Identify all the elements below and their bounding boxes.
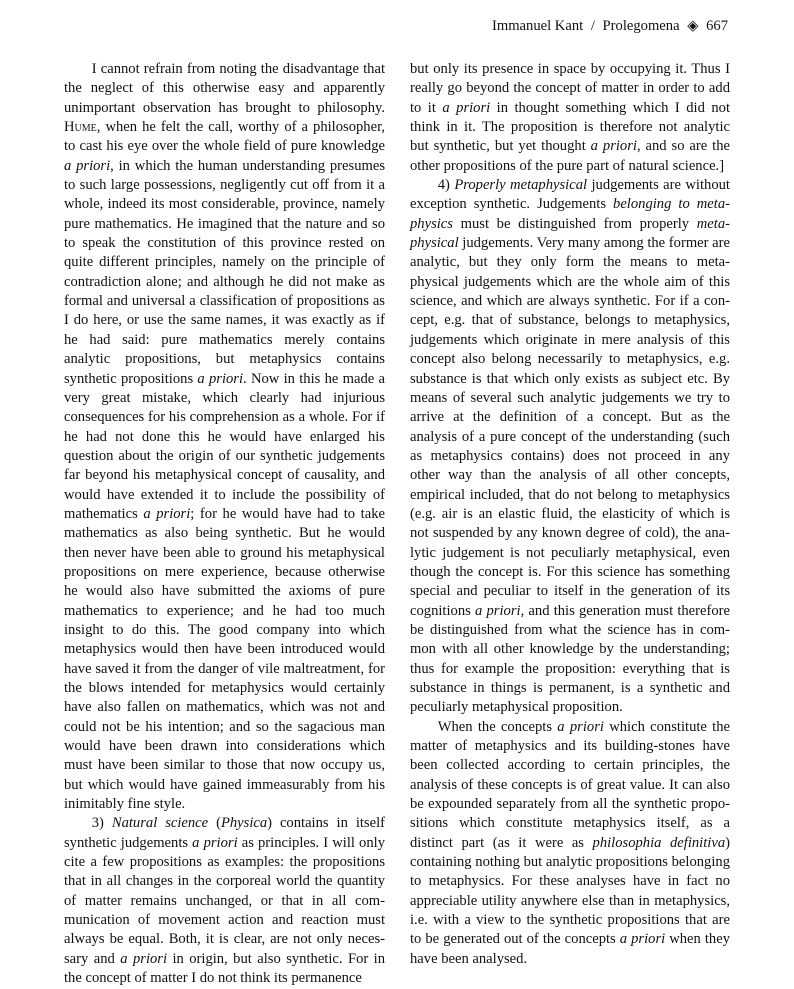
- text-run: ; for he would have had to take mathematics as also being synthetic. But he would then never have been able to ground his metaphysical propositions on mere experience, because otherwise he would also have submitted the axioms of pure mathematics to experience; and he had too much insight to do this. The good company into which metaphysics would then have been introduced would have saved it from the danger of vile maltreatment, for the blows intended for metaphysics would certainly have also fallen on mathematics, which was not and could not be his intention; and so the sagacious man would have been drawn into considerations which must have been similar to those that now occupy us, but which would have gained immeasurably from his inimitably fine style.: [64, 505, 385, 813]
- text-column-right: [410, 60, 730, 969]
- italic-text: a priori: [475, 602, 521, 619]
- paragraph: [64, 814, 385, 988]
- text-run: , and this generation must therefore be distinguished from what the science has in common with all other knowledge by the understanding; thus for example the proposition: everything that is substance in things is permanent, is a synthetic and peculiarly metaphysical proposition.: [410, 602, 730, 716]
- italic-text: a priori: [619, 931, 666, 948]
- running-header: [492, 17, 728, 35]
- text-run: I cannot refrain from noting the disadvantage that the neglect of this otherwise easy and apparently unimportant observation has brought to philosophy.: [64, 61, 385, 116]
- italic-text: Properly metaphysical: [454, 177, 588, 194]
- text-run: ) contains in itself synthetic judgements: [64, 815, 385, 851]
- paragraph: [410, 60, 730, 176]
- text-run: judgements. Very many among the former are analytic, but they only form the means to metaphysical judgements which are the whole aim of this science, and which are always synthetic. For if a concept, e.g. that of substance, belongs to metaphysics, judgements which originate in mere analysis of this concept also belong necessarily to metaphysics, e.g. substance is that which only exists as subject etc. By means of several such analytic judgements we try to arrive at the definition of a concept. But as the analysis of a pure concept of the understanding (such as metaphysics contains) does not proceed in any other way than the analysis of all other concepts, empirical included, that do not belong to metaphysics (e.g. air is an elastic fluid, the elasticity of which is not suspended by any known degree of cold), the analytic judgement is not peculiarly metaphysical, even though the concept is. For this science has something special and peculiar to itself in the generation of its cognitions: [410, 235, 730, 619]
- text-run: which constitute the matter of metaphysics and its building-stones have been collected according to certain principles, the analysis of these concepts is of great value. It can also be expounded separately from all the synthetic propositions which constitute metaphysics itself, as a distinct part (as it were as: [410, 718, 730, 851]
- italic-text: a priori: [64, 157, 111, 174]
- italic-text: belonging to metaphysics: [410, 196, 730, 232]
- text-run: 4): [437, 177, 455, 194]
- text-run: 3): [91, 815, 112, 832]
- page-number: 667: [706, 18, 728, 34]
- text-run: but only its presence in space by occupying it. Thus I really go beyond the concept of matter in order to add to it: [410, 61, 730, 116]
- italic-text: a priori: [143, 505, 191, 522]
- italic-text: a priori: [557, 718, 604, 735]
- paragraph: [64, 60, 385, 814]
- italic-text: a priori: [442, 99, 491, 116]
- header-separator: /: [590, 18, 595, 34]
- italic-text: metaphysical: [410, 215, 730, 252]
- italic-text: a priori: [192, 834, 238, 851]
- paragraph: [410, 176, 730, 718]
- text-run: ) containing nothing but analytic propositions belonging to metaphysics. For these analyses have in fact no appreciable utility anywhere else than in metaphysics, i.e. with a view to the synthetic propositions that are to be generated out of the concepts: [410, 834, 730, 948]
- header-work-title: Prolegomena: [602, 18, 680, 34]
- italic-text: a priori: [197, 370, 244, 387]
- text-run: in origin, but also synthetic. For in the concept of matter I do not think its permanence: [64, 950, 385, 987]
- small-caps-text: Hume: [64, 119, 97, 136]
- paragraph: [410, 718, 730, 969]
- italic-text: Physica: [220, 815, 268, 832]
- text-run: , and so are the other propositions of the pure part of natural science.]: [410, 138, 730, 174]
- text-run: as principles. I will only cite a few propositions as examples: the propositions that in all changes in the corporeal world the quantity of matter remains unchanged, or that in all communication of movement action and reaction must always be equal. Both, it is clear, are not only necessary and: [64, 834, 385, 967]
- header-author: Immanuel Kant: [491, 18, 584, 34]
- text-run: , in which the human understanding presumes to such large possessions, negligently cut off from it a whole, indeed its most considerable, province, namely pure mathematics. He imagined that the nature and so to speak the constitution of this province rested on quite different principles, namely on the principle of contradiction alone; and although he did not make as formal and universal a classification of propositions as I do here, or use the same names, it was exactly as if he had said: pure mathematics merely contains analytic propositions, but metaphysics contains synthetic propositions: [64, 157, 385, 387]
- header-ornament-icon: ◈: [687, 18, 699, 34]
- text-run: When the concepts: [437, 718, 558, 735]
- italic-text: a priori: [590, 138, 637, 155]
- text-run: when they have been analysed.: [410, 931, 730, 967]
- text-column-left: [64, 60, 385, 989]
- text-run: , when he felt the call, worthy of a philosopher, to cast his eye over the whole field of pure knowledge: [64, 119, 385, 155]
- italic-text: Natural science: [111, 815, 209, 832]
- italic-text: a priori: [120, 950, 168, 967]
- text-run: judgements are without exception synthetic. Judgements: [410, 177, 730, 213]
- text-run: in thought something which I did not think in it. The proposition is therefore not analytic but synthetic, but yet thought: [410, 99, 730, 155]
- text-run: (: [208, 815, 221, 832]
- italic-text: philosophia definitiva: [592, 834, 726, 851]
- text-run: must be distinguished from properly: [452, 215, 697, 232]
- text-run: . Now in this he made a very great mistake, which clearly had injurious consequences for his comprehension as a whole. For if he had not done this he would have enlarged his question about the origin of our synthetic judgements far beyond his metaphysical concept of causality, and would have extended it to include the possibility of mathematics: [64, 370, 385, 522]
